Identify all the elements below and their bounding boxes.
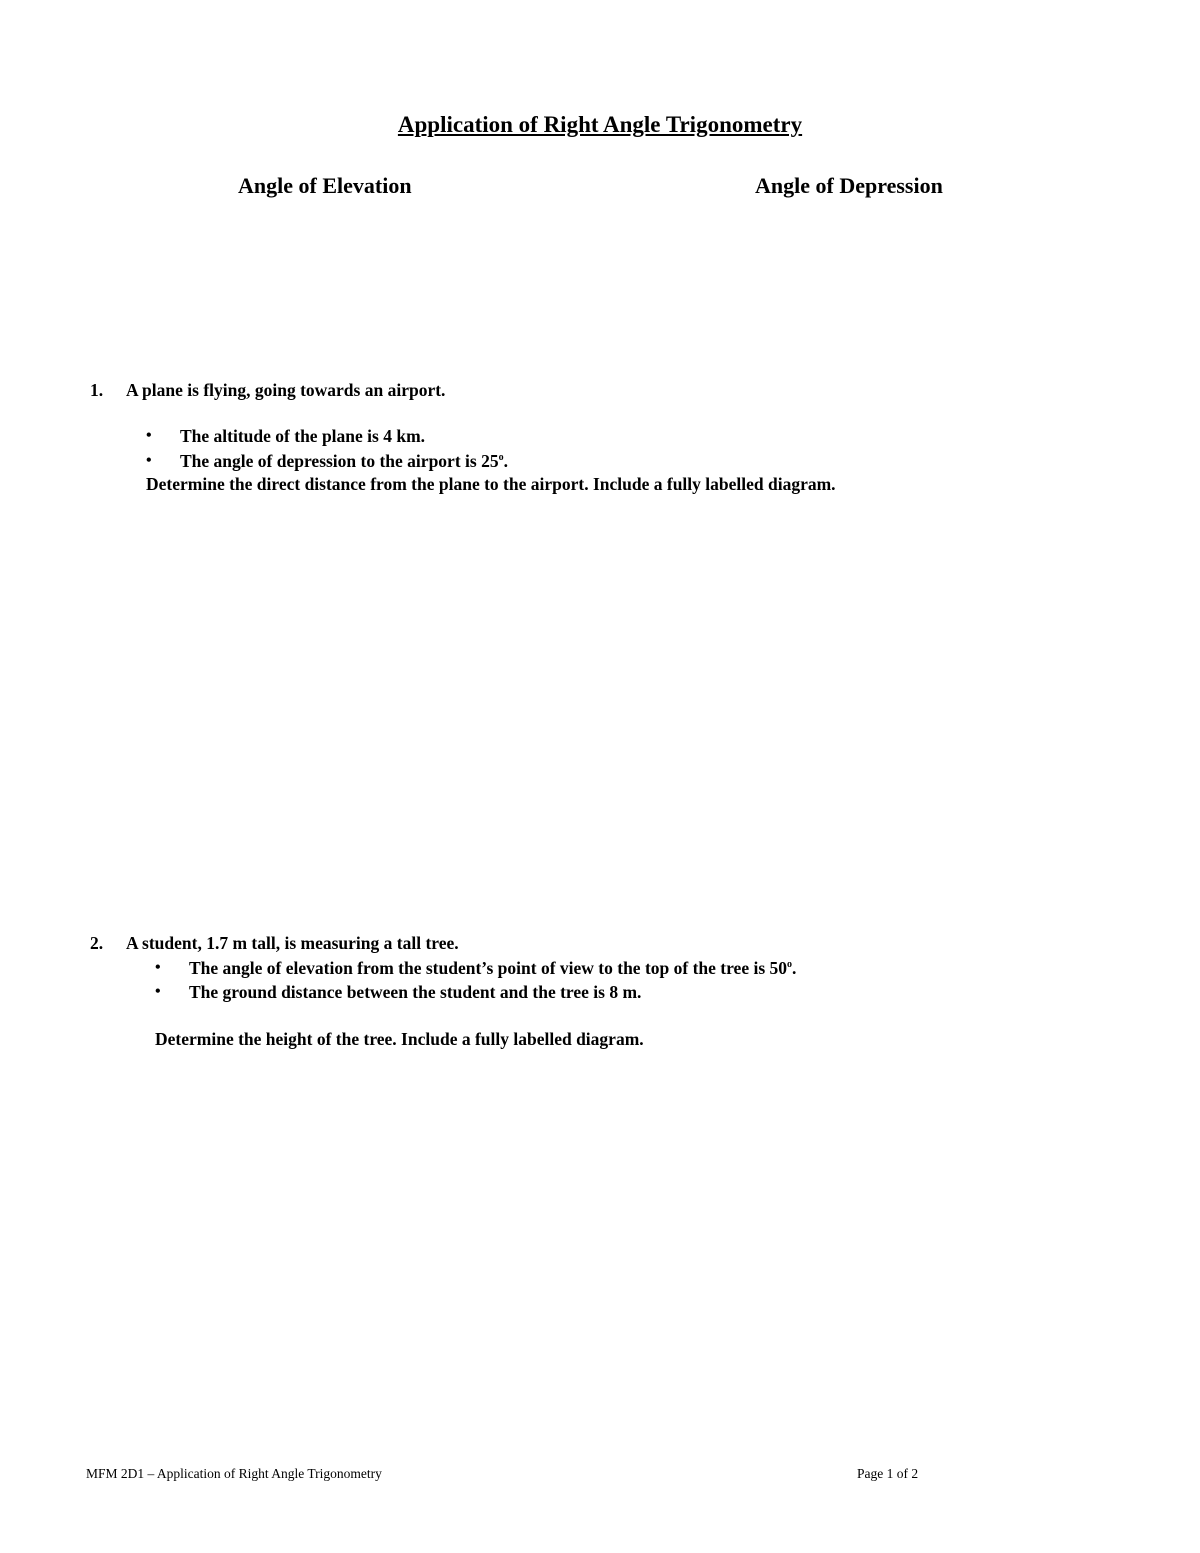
question-number: 1. — [90, 380, 104, 400]
question-number: 2. — [90, 933, 104, 953]
bullet-marker: • — [155, 983, 161, 1000]
question-instruction: Determine the direct distance from the plane to the airport. Include a fully labelled diagram. — [146, 474, 836, 494]
bullet-marker: • — [146, 452, 152, 469]
degree-symbol: o — [787, 959, 793, 971]
bullet-item: The angle of depression to the airport is 25$^o$. — [180, 451, 508, 471]
bullet-item: The angle of elevation from the student’s point of view to the top of the tree is 50$^o$. — [189, 958, 797, 978]
heading-angle-of-elevation: Angle of Elevation — [238, 173, 412, 198]
question-instruction: Determine the height of the tree. Include a fully labelled diagram. — [155, 1029, 644, 1049]
footer-page-number: Page 1 of 2 — [857, 1466, 919, 1481]
bullet-marker: • — [146, 427, 152, 444]
page-title: Application of Right Angle Trigonometry — [397, 112, 803, 137]
bullet-item: The ground distance between the student and the tree is 8 m. — [189, 982, 642, 1002]
question-prompt: A plane is flying, going towards an airport. — [126, 380, 446, 400]
heading-angle-of-depression: Angle of Depression — [755, 173, 943, 198]
bullet-marker: • — [155, 959, 161, 976]
degree-symbol: o — [498, 452, 504, 464]
bullet-item: The altitude of the plane is 4 km. — [180, 426, 426, 446]
footer-course-title: MFM 2D1 – Application of Right Angle Trigonometry — [86, 1466, 382, 1481]
question-prompt: A student, 1.7 m tall, is measuring a tall tree. — [126, 933, 459, 953]
